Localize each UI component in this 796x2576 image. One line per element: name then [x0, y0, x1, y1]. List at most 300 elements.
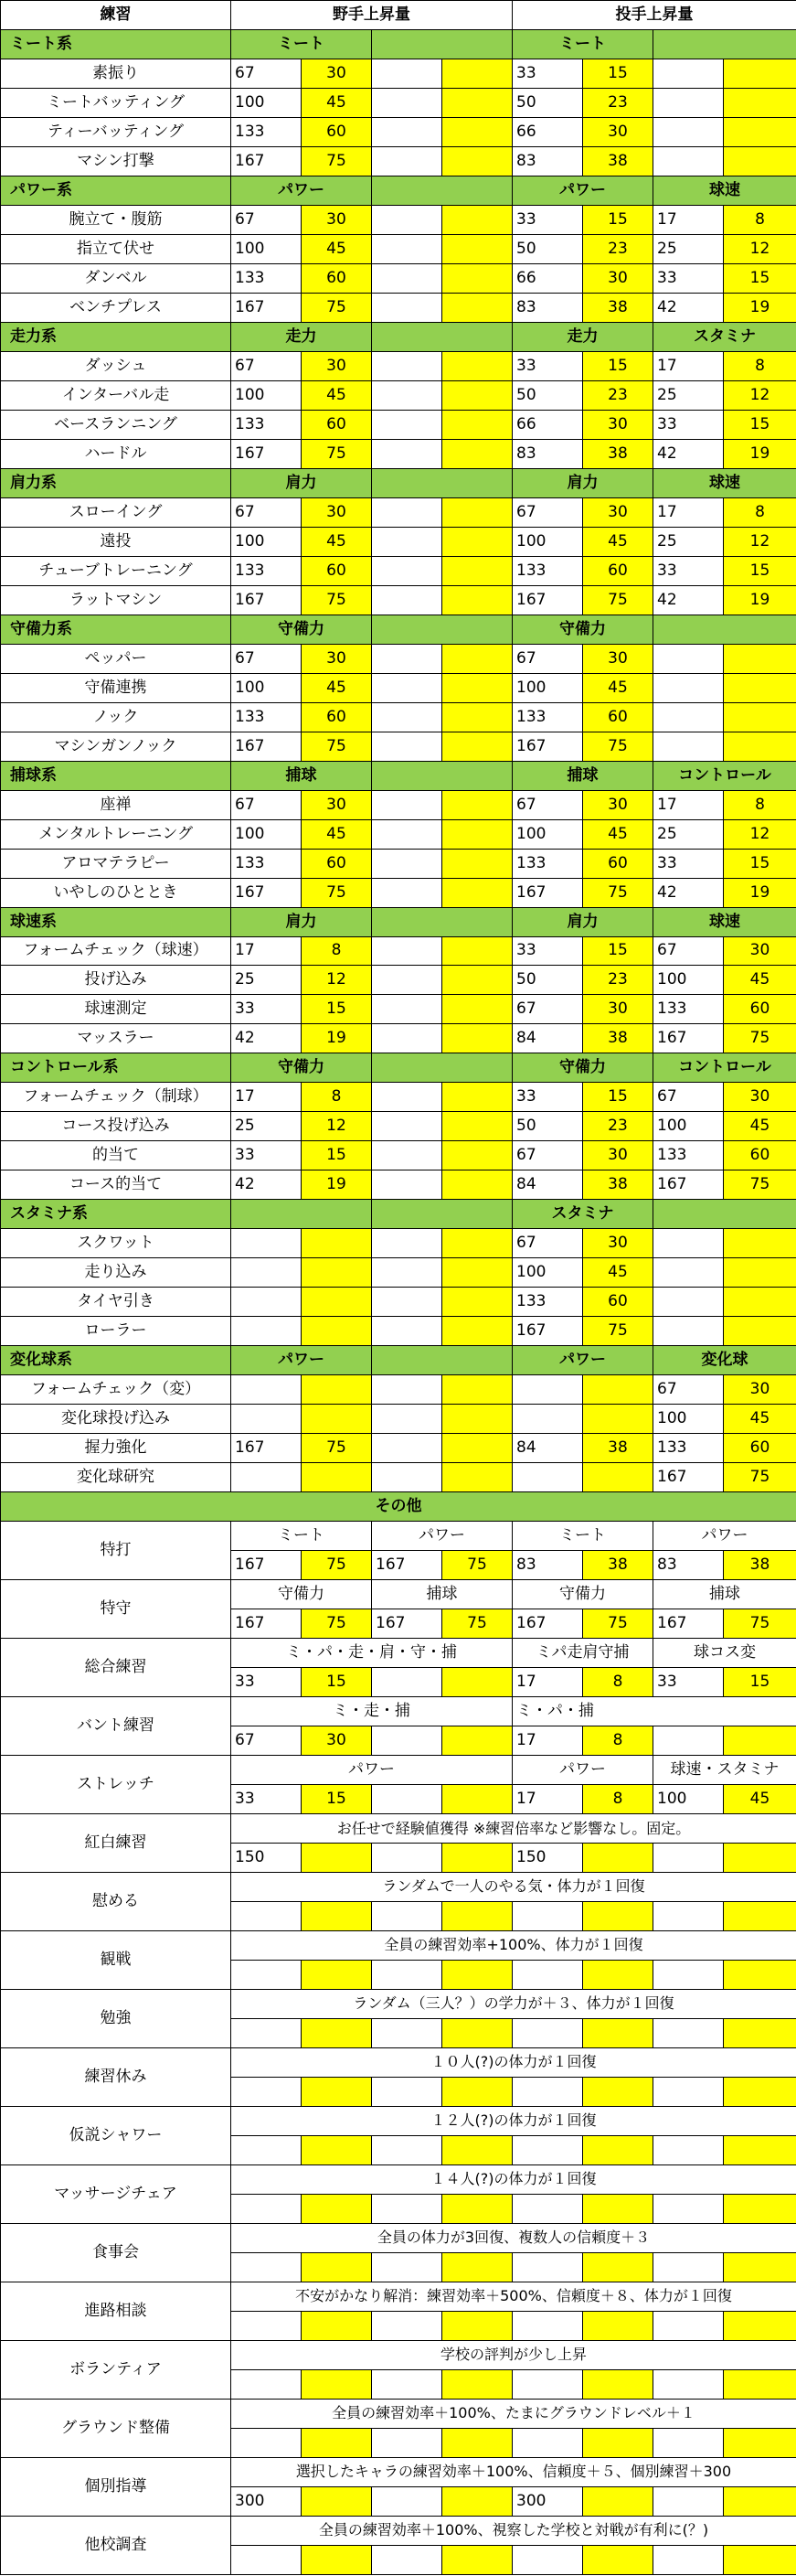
stat-gain-value — [724, 1258, 796, 1288]
stat-gain-value: 60 — [724, 1434, 796, 1463]
practice-note: 全員の練習効率＋100%、たまにグラウンドレベル＋１ — [231, 2399, 796, 2428]
exp-value: 167 — [653, 1463, 724, 1492]
stat-gain-value — [302, 1375, 372, 1405]
practice-name: 勉強 — [1, 1989, 231, 2047]
empty-cell — [653, 2428, 724, 2457]
stat-gain-value: 15 — [302, 1141, 372, 1170]
table-row — [1, 1639, 796, 1668]
empty-cell — [724, 2545, 796, 2574]
empty-cell — [302, 2311, 372, 2340]
exp-value — [372, 702, 442, 732]
fielder-stat-label: パワー — [231, 176, 372, 205]
stat-gain-value: 19 — [724, 585, 796, 615]
stat-gain-value: 75 — [302, 1609, 372, 1639]
exp-value: 100 — [231, 380, 302, 410]
stat-label: ミ・走・捕 — [231, 1697, 513, 1726]
fielder-stat2-label — [372, 29, 513, 59]
empty-cell — [442, 2018, 513, 2047]
practice-name: 特打 — [1, 1522, 231, 1580]
table-row — [1, 1873, 796, 1902]
exp-value — [372, 1112, 442, 1141]
exp-value: 67 — [513, 497, 583, 527]
exp-value: 50 — [513, 966, 583, 995]
practice-name: ノック — [1, 702, 231, 732]
empty-cell — [653, 2135, 724, 2164]
practice-name: ハードル — [1, 439, 231, 468]
exp-value — [653, 59, 724, 88]
table-row — [1, 117, 796, 146]
practice-name: マッスラー — [1, 1024, 231, 1053]
exp-value: 66 — [513, 410, 583, 439]
empty-cell — [442, 2252, 513, 2282]
exp-value: 100 — [231, 819, 302, 849]
stat-gain-value: 15 — [583, 205, 653, 234]
exp-value: 133 — [231, 556, 302, 585]
practice-name: バント練習 — [1, 1697, 231, 1756]
empty-cell — [653, 2194, 724, 2223]
empty-cell — [372, 2311, 442, 2340]
stat-gain-value: 30 — [583, 644, 653, 673]
exp-value: 84 — [513, 1434, 583, 1463]
exp-value — [513, 1463, 583, 1492]
exp-value — [372, 88, 442, 117]
stat-gain-value: 30 — [302, 497, 372, 527]
stat-label: パワー — [231, 1756, 513, 1785]
pitcher-stat2-label — [653, 29, 796, 59]
table-row — [1, 263, 796, 293]
stat-gain-value: 15 — [724, 849, 796, 878]
stat-gain-value: 75 — [724, 1463, 796, 1492]
stat-label: ミート — [231, 1522, 372, 1551]
exp-value — [372, 117, 442, 146]
exp-value — [653, 732, 724, 761]
table-row — [1, 1258, 796, 1288]
table-row — [1, 1756, 796, 1785]
stat-gain-value — [442, 263, 513, 293]
exp-value: 42 — [653, 439, 724, 468]
fielder-stat-label: 走力 — [231, 322, 372, 351]
exp-value: 167 — [653, 1024, 724, 1053]
exp-value — [513, 2252, 583, 2282]
exp-value — [231, 2545, 302, 2574]
exp-value: 25 — [231, 966, 302, 995]
exp-value — [372, 1434, 442, 1463]
table-row — [1, 1434, 796, 1463]
practice-name: 総合練習 — [1, 1639, 231, 1697]
exp-value: 67 — [231, 1726, 302, 1756]
pitcher-stat2-label: 球速 — [653, 468, 796, 497]
practice-name: マシン打撃 — [1, 146, 231, 176]
stat-label: ミート — [513, 1522, 653, 1551]
practice-name: 素振り — [1, 59, 231, 88]
stat-label: 球速・スタミナ — [653, 1756, 796, 1785]
other-section-title: その他 — [1, 1492, 796, 1522]
stat-gain-value: 15 — [302, 1785, 372, 1814]
stat-gain-value: 38 — [583, 293, 653, 322]
exp-value: 167 — [513, 732, 583, 761]
pitcher-stat-label: 守備力 — [513, 615, 653, 644]
stat-gain-value: 12 — [724, 234, 796, 263]
exp-value: 17 — [513, 1668, 583, 1697]
practice-name: タイヤ引き — [1, 1288, 231, 1317]
stat-gain-value: 30 — [583, 995, 653, 1024]
stat-gain-value: 38 — [583, 439, 653, 468]
practice-name: アロマテラピー — [1, 849, 231, 878]
exp-value — [231, 1463, 302, 1492]
group-name: 肩力系 — [1, 468, 231, 497]
practice-name: ローラー — [1, 1317, 231, 1346]
exp-value — [372, 936, 442, 966]
table-row — [1, 878, 796, 907]
exp-value — [231, 2018, 302, 2047]
exp-value: 133 — [231, 849, 302, 878]
table-row — [1, 702, 796, 732]
exp-value — [372, 234, 442, 263]
stat-gain-value: 45 — [302, 819, 372, 849]
empty-cell — [302, 2252, 372, 2282]
stat-gain-value: 60 — [302, 263, 372, 293]
practice-name: 観戦 — [1, 1930, 231, 1989]
practice-name: 進路相談 — [1, 2282, 231, 2340]
exp-value — [372, 644, 442, 673]
stat-gain-value: 30 — [583, 117, 653, 146]
exp-value: 17 — [653, 790, 724, 819]
exp-value: 50 — [513, 380, 583, 410]
fielder-stat2-label — [372, 468, 513, 497]
practice-name: 仮説シャワー — [1, 2106, 231, 2164]
stat-gain-value — [724, 702, 796, 732]
exp-value: 42 — [653, 293, 724, 322]
exp-value — [372, 1317, 442, 1346]
group-header-row — [1, 615, 796, 644]
exp-value: 67 — [653, 936, 724, 966]
fielder-stat2-label — [372, 1053, 513, 1083]
stat-gain-value — [442, 59, 513, 88]
empty-cell — [653, 2545, 724, 2574]
practice-name: 変化球研究 — [1, 1463, 231, 1492]
empty-cell — [442, 1901, 513, 1930]
exp-value: 33 — [231, 995, 302, 1024]
stat-gain-value — [442, 1229, 513, 1258]
stat-gain-value — [442, 585, 513, 615]
exp-value — [513, 1960, 583, 1989]
empty-cell — [724, 2369, 796, 2399]
empty-cell — [372, 2018, 442, 2047]
fielder-stat-label: 肩力 — [231, 907, 372, 936]
practice-name: 腕立て・腹筋 — [1, 205, 231, 234]
exp-value — [372, 380, 442, 410]
stat-gain-value: 60 — [302, 410, 372, 439]
stat-gain-value: 38 — [583, 1024, 653, 1053]
stat-gain-value — [442, 1434, 513, 1463]
empty-cell — [442, 2194, 513, 2223]
exp-value: 300 — [513, 2486, 583, 2516]
stat-gain-value: 15 — [583, 936, 653, 966]
empty-cell — [302, 2077, 372, 2106]
empty-cell — [302, 2545, 372, 2574]
practice-name: 紅白練習 — [1, 1814, 231, 1873]
practice-name: コース的当て — [1, 1170, 231, 1200]
stat-gain-value — [724, 644, 796, 673]
exp-value — [372, 966, 442, 995]
stat-gain-value: 19 — [724, 439, 796, 468]
practice-name: 球速測定 — [1, 995, 231, 1024]
exp-value: 100 — [513, 673, 583, 702]
exp-value: 33 — [513, 351, 583, 380]
exp-value — [231, 1288, 302, 1317]
exp-value — [372, 263, 442, 293]
practice-name: 守備連携 — [1, 673, 231, 702]
exp-value: 167 — [231, 878, 302, 907]
table-row — [1, 2457, 796, 2486]
pitcher-stat-label: 捕球 — [513, 761, 653, 790]
exp-value — [231, 2194, 302, 2223]
stat-gain-value — [442, 1317, 513, 1346]
exp-value — [653, 117, 724, 146]
stat-gain-value: 75 — [583, 732, 653, 761]
exp-value: 167 — [231, 1434, 302, 1463]
stat-gain-value — [442, 439, 513, 468]
empty-cell — [372, 1960, 442, 1989]
stat-gain-value: 8 — [302, 1083, 372, 1112]
table-row — [1, 2399, 796, 2428]
empty-cell — [724, 2428, 796, 2457]
exp-value: 33 — [231, 1668, 302, 1697]
empty-cell — [442, 2311, 513, 2340]
stat-gain-value: 19 — [302, 1170, 372, 1200]
empty-cell — [372, 2486, 442, 2516]
stat-gain-value: 19 — [724, 293, 796, 322]
empty-cell — [442, 1844, 513, 1873]
empty-cell — [583, 2311, 653, 2340]
stat-gain-value: 30 — [583, 790, 653, 819]
exp-value — [513, 2369, 583, 2399]
exp-value: 67 — [653, 1083, 724, 1112]
pitcher-stat-label: スタミナ — [513, 1200, 653, 1229]
stat-gain-value: 75 — [302, 1551, 372, 1580]
table-row — [1, 1989, 796, 2018]
stat-gain-value: 19 — [302, 1024, 372, 1053]
stat-gain-value — [442, 1463, 513, 1492]
stat-gain-value: 75 — [724, 1609, 796, 1639]
exp-value: 67 — [513, 790, 583, 819]
exp-value: 300 — [231, 2486, 302, 2516]
practice-name: ティーバッティング — [1, 117, 231, 146]
exp-value: 67 — [513, 644, 583, 673]
empty-cell — [724, 2135, 796, 2164]
table-row — [1, 2516, 796, 2545]
table-row — [1, 1814, 796, 1844]
exp-value — [653, 644, 724, 673]
stat-gain-value: 60 — [302, 849, 372, 878]
stat-gain-value: 45 — [724, 1785, 796, 1814]
stat-gain-value: 30 — [302, 790, 372, 819]
stat-gain-value — [442, 673, 513, 702]
exp-value: 167 — [231, 585, 302, 615]
exp-value — [513, 2135, 583, 2164]
practice-name: フォームチェック（変） — [1, 1375, 231, 1405]
stat-gain-value: 45 — [583, 819, 653, 849]
exp-value: 17 — [653, 497, 724, 527]
stat-gain-value: 30 — [724, 1083, 796, 1112]
stat-gain-value: 30 — [302, 1726, 372, 1756]
stat-gain-value: 75 — [302, 439, 372, 468]
exp-value: 167 — [231, 146, 302, 176]
exp-value: 167 — [231, 439, 302, 468]
exp-value: 167 — [513, 585, 583, 615]
exp-value: 33 — [653, 556, 724, 585]
exp-value — [372, 790, 442, 819]
group-header-row — [1, 468, 796, 497]
table-row — [1, 673, 796, 702]
practice-name: ベースランニング — [1, 410, 231, 439]
empty-cell — [724, 1844, 796, 1873]
stat-gain-value — [442, 702, 513, 732]
exp-value: 17 — [231, 936, 302, 966]
empty-cell — [653, 1960, 724, 1989]
exp-value — [231, 1375, 302, 1405]
pitcher-stat2-label: 球速 — [653, 176, 796, 205]
practice-note: お任せで経験値獲得 ※練習倍率など影響なし。固定。 — [231, 1814, 796, 1844]
exp-value: 33 — [513, 59, 583, 88]
exp-value: 83 — [513, 146, 583, 176]
pitcher-stat-label: 走力 — [513, 322, 653, 351]
stat-gain-value — [442, 1083, 513, 1112]
exp-value: 167 — [231, 732, 302, 761]
exp-value: 83 — [653, 1551, 724, 1580]
exp-value: 42 — [653, 878, 724, 907]
empty-cell — [653, 2252, 724, 2282]
exp-value: 50 — [513, 88, 583, 117]
stat-gain-value: 8 — [583, 1785, 653, 1814]
pitcher-stat2-label — [653, 615, 796, 644]
empty-cell — [724, 1726, 796, 1756]
stat-gain-value: 60 — [583, 702, 653, 732]
exp-value: 17 — [513, 1785, 583, 1814]
stat-label: パワー — [653, 1522, 796, 1551]
table-row — [1, 146, 796, 176]
stat-gain-value: 75 — [442, 1609, 513, 1639]
exp-value: 133 — [653, 1434, 724, 1463]
table-row — [1, 556, 796, 585]
stat-gain-value — [724, 1288, 796, 1317]
empty-cell — [372, 2428, 442, 2457]
exp-value: 83 — [513, 1551, 583, 1580]
stat-gain-value — [442, 1112, 513, 1141]
empty-cell — [372, 2252, 442, 2282]
stat-gain-value — [442, 878, 513, 907]
practice-name: ベンチプレス — [1, 293, 231, 322]
empty-cell — [302, 1901, 372, 1930]
exp-value: 133 — [653, 1141, 724, 1170]
exp-value: 167 — [231, 1551, 302, 1580]
table-row — [1, 205, 796, 234]
pitcher-stat2-label: 球速 — [653, 907, 796, 936]
exp-value — [231, 2077, 302, 2106]
exp-value: 67 — [231, 205, 302, 234]
exp-value: 133 — [231, 263, 302, 293]
exp-value: 67 — [653, 1375, 724, 1405]
table-row — [1, 234, 796, 263]
exp-value — [513, 2018, 583, 2047]
empty-cell — [372, 1726, 442, 1756]
group-header-row — [1, 1053, 796, 1083]
empty-cell — [653, 2311, 724, 2340]
exp-value: 100 — [513, 819, 583, 849]
table-row — [1, 1288, 796, 1317]
exp-value — [372, 585, 442, 615]
pitcher-stat2-label: コントロール — [653, 761, 796, 790]
practice-note: ランダム（三人？）の学力が＋３、体力が１回復 — [231, 1989, 796, 2018]
stat-gain-value — [724, 1317, 796, 1346]
stat-gain-value — [442, 995, 513, 1024]
exp-value: 42 — [653, 585, 724, 615]
empty-cell — [583, 2018, 653, 2047]
exp-value: 67 — [231, 790, 302, 819]
exp-value: 33 — [513, 1083, 583, 1112]
stat-gain-value — [442, 1405, 513, 1434]
table-row — [1, 1522, 796, 1551]
stat-gain-value: 60 — [724, 995, 796, 1024]
stat-gain-value — [442, 117, 513, 146]
table-row — [1, 2164, 796, 2194]
exp-value: 17 — [513, 1726, 583, 1756]
stat-gain-value — [442, 293, 513, 322]
exp-value: 33 — [653, 263, 724, 293]
stat-gain-value: 8 — [302, 936, 372, 966]
stat-gain-value — [583, 1375, 653, 1405]
exp-value — [372, 1288, 442, 1317]
fielder-stat-label: ミート — [231, 29, 372, 59]
exp-value — [372, 205, 442, 234]
practice-name: 練習休み — [1, 2047, 231, 2106]
header-fielder: 野手上昇量 — [231, 1, 513, 30]
exp-value: 167 — [372, 1551, 442, 1580]
stat-gain-value — [442, 819, 513, 849]
exp-value: 133 — [231, 117, 302, 146]
stat-gain-value — [724, 673, 796, 702]
exp-value — [372, 995, 442, 1024]
stat-gain-value: 60 — [583, 1288, 653, 1317]
table-row — [1, 849, 796, 878]
empty-cell — [724, 2252, 796, 2282]
empty-cell — [372, 2135, 442, 2164]
exp-value — [372, 819, 442, 849]
exp-value: 167 — [653, 1170, 724, 1200]
table-row — [1, 1463, 796, 1492]
stat-gain-value: 15 — [583, 351, 653, 380]
stat-gain-value: 8 — [583, 1726, 653, 1756]
practice-name: ラットマシン — [1, 585, 231, 615]
exp-value: 33 — [513, 936, 583, 966]
exp-value — [513, 1901, 583, 1930]
practice-name: 指立て伏せ — [1, 234, 231, 263]
empty-cell — [653, 2486, 724, 2516]
exp-value: 66 — [513, 117, 583, 146]
stat-gain-value: 23 — [583, 1112, 653, 1141]
stat-gain-value — [442, 351, 513, 380]
stat-gain-value — [724, 88, 796, 117]
practice-name: マッサージチェア — [1, 2164, 231, 2223]
stat-label: ミ・パ・捕 — [513, 1697, 796, 1726]
empty-cell — [583, 1960, 653, 1989]
stat-gain-value: 45 — [583, 527, 653, 556]
exp-value — [231, 2252, 302, 2282]
practice-name: 変化球投げ込み — [1, 1405, 231, 1434]
stat-gain-value: 60 — [302, 117, 372, 146]
exp-value — [513, 1375, 583, 1405]
exp-value: 167 — [513, 1317, 583, 1346]
